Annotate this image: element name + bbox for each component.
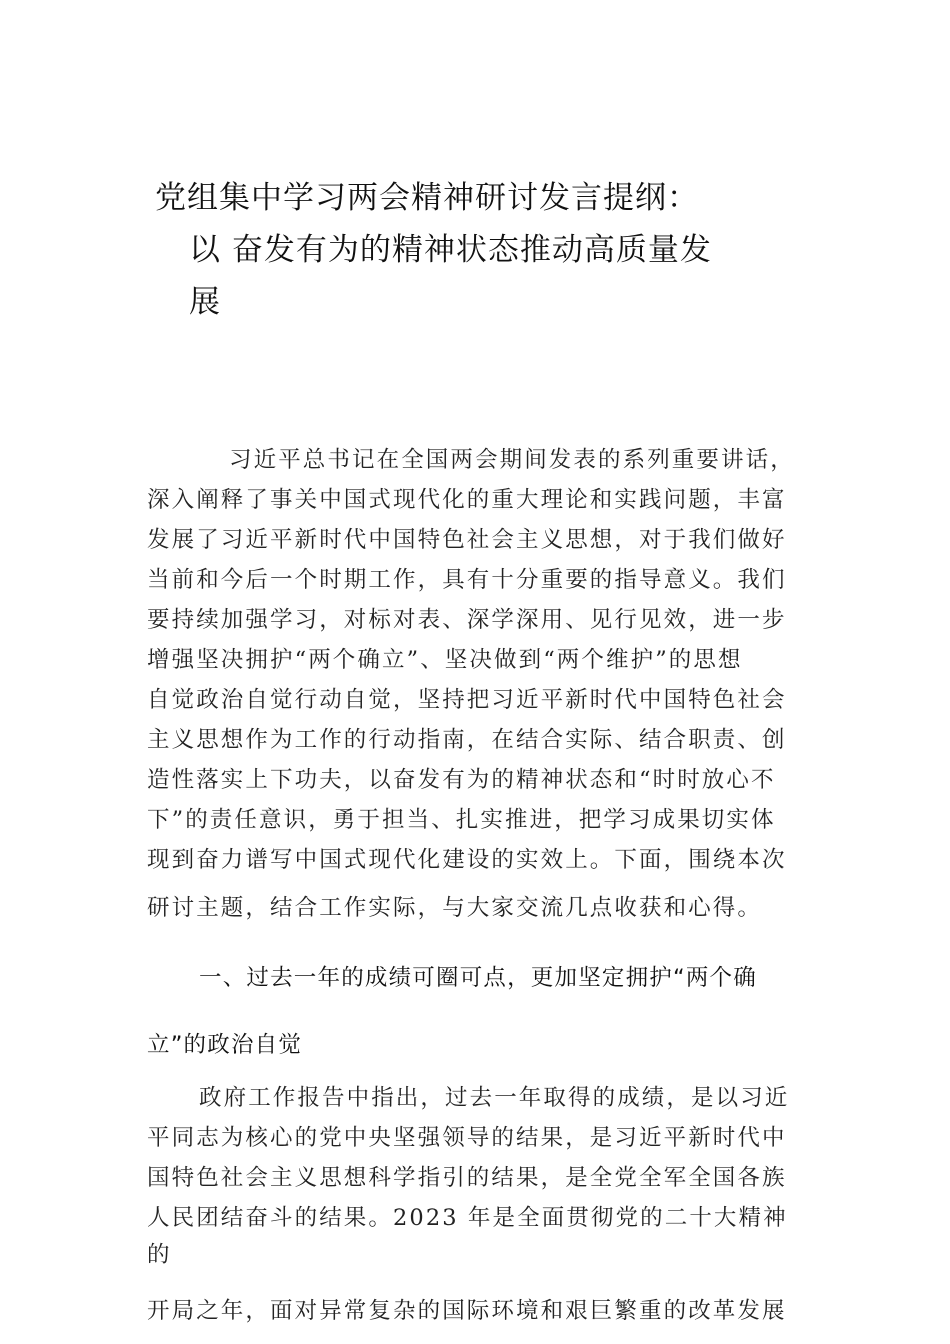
intro-line: 习近平总书记在全国两会期间发表的系列重要讲话， xyxy=(229,447,795,473)
intro-line: 自觉政治自觉行动自觉，坚持把习近平新时代中国特色社会 xyxy=(147,687,787,713)
intro-line: 现到奋力谱写中国式现代化建设的实效上。下面，围绕本次 xyxy=(147,847,787,873)
intro-paragraph xyxy=(147,440,817,928)
intro-line: 发展了习近平新时代中国特色社会主义思想，对于我们做好 xyxy=(147,527,787,553)
section-1-line: 人民团结奋斗的结果。2023 年是全面贯彻党的二十大精神 xyxy=(147,1205,788,1231)
section-1-heading-line-2: 立”的政治自觉 xyxy=(147,1032,303,1058)
document-title xyxy=(155,172,815,328)
intro-line: 增强坚决拥护“两个确立”、坚决做到“两个维护”的思想 xyxy=(147,647,743,673)
section-1-heading-line-1: 一、过去一年的成绩可圈可点，更加坚定拥护“两个确 xyxy=(199,965,757,991)
section-1-line: 的 xyxy=(147,1242,172,1268)
intro-line: 要持续加强学习，对标对表、深学深用、见行见效，进一步 xyxy=(147,607,787,633)
intro-line-last: 研讨主题，结合工作实际，与大家交流几点收获和心得。 xyxy=(147,895,763,921)
section-1-continued xyxy=(147,1291,817,1331)
section-1-line: 平同志为核心的党中央坚强领导的结果，是习近平新时代中 xyxy=(147,1125,787,1151)
intro-line: 主义思想作为工作的行动指南，在结合实际、结合职责、创 xyxy=(147,727,787,753)
intro-line: 下”的责任意识，勇于担当、扎实推进，把学习成果切实体 xyxy=(147,807,776,833)
section-1-paragraph xyxy=(147,1078,817,1272)
section-1-line: 政府工作报告中指出，过去一年取得的成绩，是以习近 xyxy=(199,1085,790,1111)
title-line-2: 以 奋发有为的精神状态推动高质量发 xyxy=(189,232,712,268)
intro-line: 深入阐释了事关中国式现代化的重大理论和实践问题，丰富 xyxy=(147,487,787,513)
section-1-line: 国特色社会主义思想科学指引的结果，是全党全军全国各族 xyxy=(147,1165,787,1191)
title-line-1: 党组集中学习两会精神研讨发言提纲： xyxy=(155,180,699,216)
section-1-continued-line: 开局之年，面对异常复杂的国际环境和艰巨繁重的改革发展 xyxy=(147,1298,787,1324)
title-line-3: 展 xyxy=(189,284,221,320)
intro-line: 造性落实上下功夫，以奋发有为的精神状态和“时时放心不 xyxy=(147,767,776,793)
intro-line: 当前和今后一个时期工作，具有十分重要的指导意义。我们 xyxy=(147,567,787,593)
